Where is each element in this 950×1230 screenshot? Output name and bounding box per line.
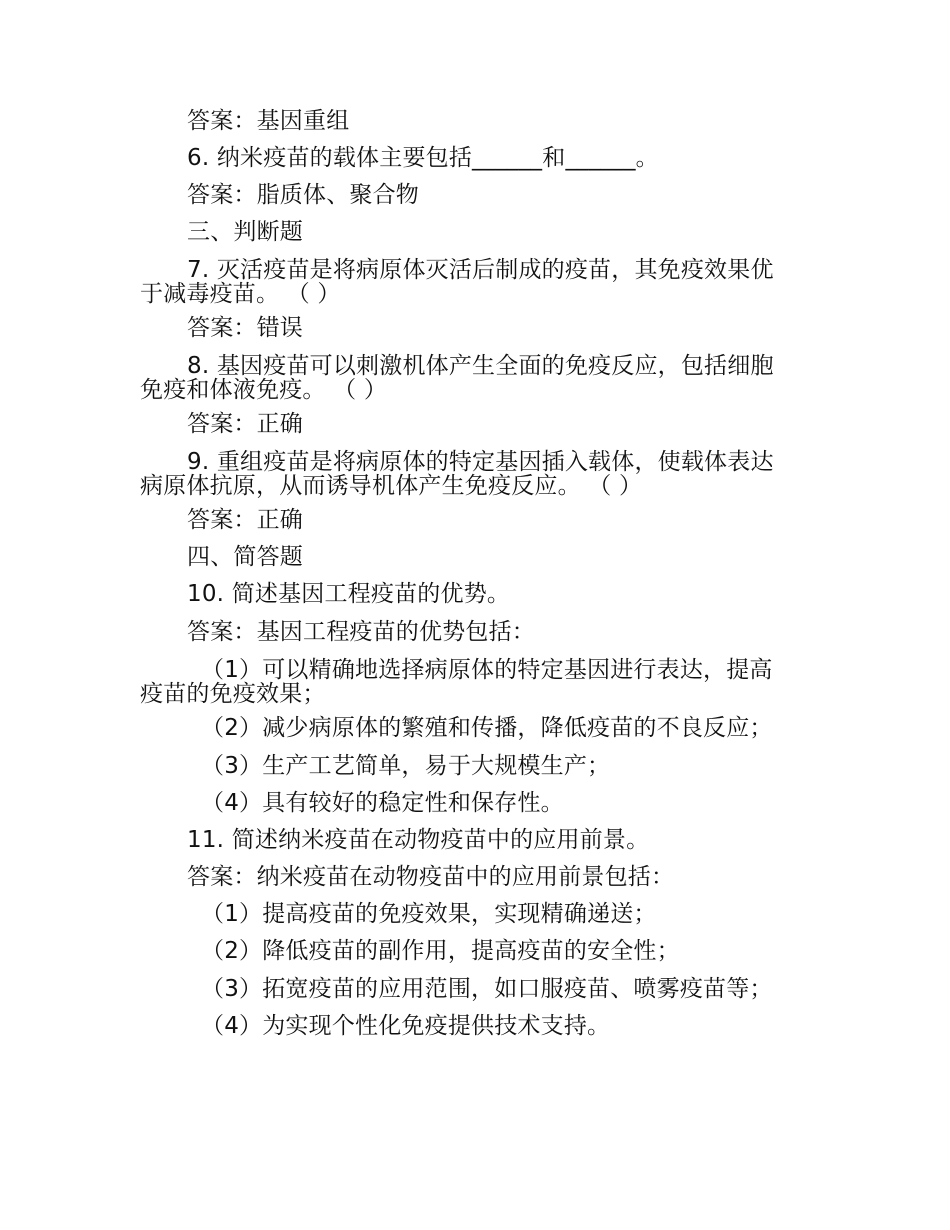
answer-item-1-line-2: 疫苗的免疫效果；: [140, 681, 326, 707]
answer-item-1: （1）提高疫苗的免疫效果，实现精确递送；: [201, 901, 657, 927]
section-heading-judgment: 三、判断题: [187, 219, 303, 245]
section-heading-short-answer: 四、简答题: [187, 544, 303, 570]
answer-line: 答案：基因重组: [187, 108, 350, 134]
answer-item-1-line-1: （1）可以精确地选择病原体的特定基因进行表达，提高: [201, 657, 773, 683]
question-10: 10. 简述基因工程疫苗的优势。: [187, 581, 511, 607]
question-8-line-1: 8. 基因疫苗可以刺激机体产生全面的免疫反应，包括细胞: [187, 353, 774, 379]
answer-line: 答案：正确: [187, 411, 303, 437]
answer-item-3: （3）拓宽疫苗的应用范围，如口服疫苗、喷雾疫苗等；: [201, 976, 773, 1002]
question-9-line-1: 9. 重组疫苗是将病原体的特定基因插入载体，使载体表达: [187, 449, 774, 475]
answer-line: 答案：纳米疫苗在动物疫苗中的应用前景包括：: [187, 864, 675, 890]
question-8-line-2: 免疫和体液免疫。 （ ）: [140, 377, 388, 403]
question-7-line-2: 于减毒疫苗。 （ ）: [140, 281, 341, 307]
answer-item-4: （4）为实现个性化免疫提供技术支持。: [201, 1013, 611, 1039]
answer-line: 答案：正确: [187, 507, 303, 533]
question-9-line-2: 病原体抗原，从而诱导机体产生免疫反应。 （ ）: [140, 473, 643, 499]
answer-item-2: （2）降低疫苗的副作用，提高疫苗的安全性；: [201, 938, 680, 964]
answer-item-4: （4）具有较好的稳定性和保存性。: [201, 790, 564, 816]
answer-item-2: （2）减少病原体的繁殖和传播，降低疫苗的不良反应；: [201, 715, 773, 741]
answer-line: 答案：错误: [187, 315, 303, 341]
answer-item-3: （3）生产工艺简单，易于大规模生产；: [201, 753, 611, 779]
question-6: 6. 纳米疫苗的载体主要包括______和______。: [187, 145, 659, 171]
question-7-line-1: 7. 灭活疫苗是将病原体灭活后制成的疫苗，其免疫效果优: [187, 257, 774, 283]
answer-line: 答案：基因工程疫苗的优势包括：: [187, 619, 535, 645]
answer-line: 答案：脂质体、聚合物: [187, 182, 419, 208]
question-11: 11. 简述纳米疫苗在动物疫苗中的应用前景。: [187, 827, 650, 853]
